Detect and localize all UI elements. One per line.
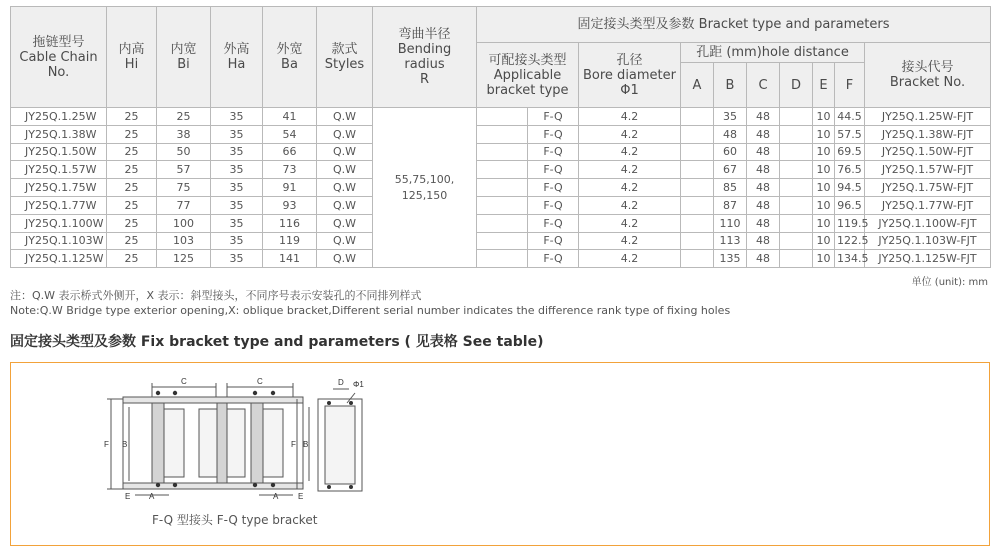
cell-c: 48	[747, 196, 780, 214]
cell-e: 10	[813, 125, 835, 143]
label-d: D	[338, 378, 344, 387]
cell-hi: 25	[107, 214, 157, 232]
cell-style: Q.W	[317, 196, 373, 214]
cell-b: 110	[714, 214, 747, 232]
cell-hi: 25	[107, 250, 157, 268]
section-title: 固定接头类型及参数 Fix bracket type and parameters ( 见表格 See table)	[10, 334, 544, 350]
end-hole-2	[349, 401, 353, 405]
bottom-rail-shape	[123, 483, 303, 489]
cell-bore: 4.2	[579, 232, 681, 250]
header-col-e: E	[813, 63, 835, 108]
cell-bore: 4.2	[579, 196, 681, 214]
cell-f: 44.5	[835, 108, 865, 126]
cell-bi: 25	[157, 108, 211, 126]
top-rail-shape	[123, 397, 303, 403]
cell-hi: 25	[107, 161, 157, 179]
unit-label: 单位 (unit): mm	[911, 277, 988, 288]
cell-bracket-type: F-Q	[528, 143, 579, 161]
header-bracket-group: 固定接头类型及参数 Bracket type and parameters	[477, 7, 991, 43]
cell-ba: 141	[263, 250, 317, 268]
header-applicable: 可配接头类型 Applicable bracket type	[477, 43, 579, 108]
cell-d	[780, 143, 813, 161]
cell-b: 113	[714, 232, 747, 250]
cell-d	[780, 214, 813, 232]
header-hi: 内高 Hi	[107, 7, 157, 108]
cell-d	[780, 196, 813, 214]
cell-bracket-no: JY25Q.1.57W-FJT	[865, 161, 991, 179]
cell-hi: 25	[107, 125, 157, 143]
label-f-right: F	[291, 440, 296, 449]
cell-bracket-no: JY25Q.1.103W-FJT	[865, 232, 991, 250]
cell-d	[780, 108, 813, 126]
cell-bi: 57	[157, 161, 211, 179]
cell-model: JY25Q.1.125W	[11, 250, 107, 268]
cell-style: Q.W	[317, 125, 373, 143]
header-col-a: A	[681, 63, 714, 108]
cell-ha: 35	[211, 143, 263, 161]
cell-ba: 93	[263, 196, 317, 214]
cell-ha: 35	[211, 196, 263, 214]
cell-bi: 125	[157, 250, 211, 268]
label-e-right: E	[298, 492, 304, 501]
cell-c: 48	[747, 214, 780, 232]
cell-bore: 4.2	[579, 179, 681, 197]
cell-style: Q.W	[317, 108, 373, 126]
cell-bore: 4.2	[579, 214, 681, 232]
cell-hi: 25	[107, 196, 157, 214]
cell-b: 85	[714, 179, 747, 197]
cell-bore: 4.2	[579, 250, 681, 268]
cell-a	[681, 214, 714, 232]
cell-bore: 4.2	[579, 108, 681, 126]
cell-style: Q.W	[317, 214, 373, 232]
cell-model: JY25Q.1.103W	[11, 232, 107, 250]
cell-b: 135	[714, 250, 747, 268]
hole-marker-top-3	[253, 391, 257, 395]
cell-model: JY25Q.1.77W	[11, 196, 107, 214]
cell-c: 48	[747, 232, 780, 250]
cell-ba: 119	[263, 232, 317, 250]
cell-b: 35	[714, 108, 747, 126]
cell-f: 76.5	[835, 161, 865, 179]
cell-b: 60	[714, 143, 747, 161]
hole-marker-bottom-1	[156, 483, 160, 487]
cell-ba: 41	[263, 108, 317, 126]
cell-bi: 50	[157, 143, 211, 161]
label-b-left: B	[122, 440, 128, 449]
cell-e: 10	[813, 250, 835, 268]
cell-hi: 25	[107, 143, 157, 161]
cell-bracket-type: F-Q	[528, 214, 579, 232]
cell-f: 94.5	[835, 179, 865, 197]
cell-bracket-type: F-Q	[528, 161, 579, 179]
cell-applicable-blank	[477, 232, 528, 250]
cell-ha: 35	[211, 108, 263, 126]
cell-f: 57.5	[835, 125, 865, 143]
cell-e: 10	[813, 108, 835, 126]
table-row	[11, 125, 991, 143]
cell-a	[681, 179, 714, 197]
cell-d	[780, 250, 813, 268]
cell-model: JY25Q.1.57W	[11, 161, 107, 179]
cell-model: JY25Q.1.38W	[11, 125, 107, 143]
header-ha: 外高 Ha	[211, 7, 263, 108]
cell-applicable-blank	[477, 161, 528, 179]
cell-applicable-blank	[477, 108, 528, 126]
cell-d	[780, 232, 813, 250]
table-row	[11, 143, 991, 161]
middle-plate-shape	[217, 403, 227, 483]
cell-ha: 35	[211, 232, 263, 250]
cell-e: 10	[813, 232, 835, 250]
header-hole-distance: 孔距 (mm)hole distance	[681, 43, 865, 63]
cell-bore: 4.2	[579, 143, 681, 161]
cell-c: 48	[747, 108, 780, 126]
cell-bracket-no: JY25Q.1.38W-FJT	[865, 125, 991, 143]
cell-bi: 77	[157, 196, 211, 214]
cell-ha: 35	[211, 214, 263, 232]
cell-model: JY25Q.1.75W	[11, 179, 107, 197]
label-phi: Φ1	[353, 380, 364, 389]
spec-table	[10, 6, 991, 268]
label-c-right: C	[257, 377, 263, 386]
cell-a	[681, 250, 714, 268]
cell-model: JY25Q.1.100W	[11, 214, 107, 232]
cell-bracket-type: F-Q	[528, 250, 579, 268]
cell-a	[681, 232, 714, 250]
cell-ba: 116	[263, 214, 317, 232]
cell-f: 134.5	[835, 250, 865, 268]
right-bracket-shape	[251, 403, 263, 483]
cell-bi: 103	[157, 232, 211, 250]
cell-style: Q.W	[317, 143, 373, 161]
cell-e: 10	[813, 214, 835, 232]
cell-applicable-blank	[477, 179, 528, 197]
cell-applicable-blank	[477, 143, 528, 161]
cell-hi: 25	[107, 232, 157, 250]
cell-a	[681, 143, 714, 161]
cell-bracket-type: F-Q	[528, 196, 579, 214]
end-hole-1	[327, 401, 331, 405]
cell-e: 10	[813, 161, 835, 179]
cell-b: 67	[714, 161, 747, 179]
cell-style: Q.W	[317, 232, 373, 250]
hole-marker-bottom-2	[173, 483, 177, 487]
cell-a	[681, 196, 714, 214]
end-hole-4	[349, 485, 353, 489]
cell-c: 48	[747, 250, 780, 268]
hole-marker-bottom-3	[253, 483, 257, 487]
cell-e: 10	[813, 196, 835, 214]
cell-applicable-blank	[477, 125, 528, 143]
cell-c: 48	[747, 179, 780, 197]
cell-bracket-type: F-Q	[528, 179, 579, 197]
left-bracket-shape	[152, 403, 164, 483]
diagram-caption: F-Q 型接头 F-Q type bracket	[152, 513, 318, 527]
end-hole-3	[327, 485, 331, 489]
cell-hi: 25	[107, 108, 157, 126]
cell-e: 10	[813, 179, 835, 197]
header-col-b: B	[714, 63, 747, 108]
cell-bi: 38	[157, 125, 211, 143]
bracket-diagram-box	[10, 362, 990, 546]
cell-ha: 35	[211, 179, 263, 197]
header-cable-chain: 拖链型号 Cable Chain No.	[11, 7, 107, 108]
cell-bore: 4.2	[579, 125, 681, 143]
header-col-c: C	[747, 63, 780, 108]
table-row	[11, 232, 991, 250]
cell-ha: 35	[211, 161, 263, 179]
cell-bi: 75	[157, 179, 211, 197]
hole-marker-bottom-4	[271, 483, 275, 487]
table-row	[11, 250, 991, 268]
header-radius: 弯曲半径 Bending radius R	[373, 7, 477, 108]
cell-f: 119.5	[835, 214, 865, 232]
header-bore: 孔径 Bore diameter Φ1	[579, 43, 681, 108]
cell-ba: 91	[263, 179, 317, 197]
cell-d	[780, 161, 813, 179]
cell-ha: 35	[211, 250, 263, 268]
label-f-left: F	[104, 440, 109, 449]
cell-c: 48	[747, 143, 780, 161]
cell-bracket-no: JY25Q.1.100W-FJT	[865, 214, 991, 232]
hole-marker-top-4	[271, 391, 275, 395]
cell-e: 10	[813, 143, 835, 161]
table-row	[11, 161, 991, 179]
cell-d	[780, 179, 813, 197]
table-row	[11, 179, 991, 197]
cell-style: Q.W	[317, 179, 373, 197]
table-row	[11, 196, 991, 214]
cell-bracket-no: JY25Q.1.50W-FJT	[865, 143, 991, 161]
cell-bracket-type: F-Q	[528, 125, 579, 143]
note-chinese: 注：Q.W 表示桥式外侧开，X 表示：斜型接头，不同序号表示安装孔的不同排列样式	[10, 289, 422, 302]
end-view-inner-shape	[325, 406, 355, 484]
note-english: Note:Q.W Bridge type exterior opening,X: oblique bracket,Different serial number indicates the difference rank type of fixing holes	[10, 304, 731, 317]
header-ba: 外宽 Ba	[263, 7, 317, 108]
header-col-f: F	[835, 63, 865, 108]
label-c-left: C	[181, 377, 187, 386]
cell-c: 48	[747, 161, 780, 179]
cell-hi: 25	[107, 179, 157, 197]
table-row	[11, 214, 991, 232]
cell-bracket-no: JY25Q.1.125W-FJT	[865, 250, 991, 268]
cell-f: 96.5	[835, 196, 865, 214]
cell-bracket-no: JY25Q.1.25W-FJT	[865, 108, 991, 126]
cell-f: 69.5	[835, 143, 865, 161]
hole-marker-top-2	[173, 391, 177, 395]
table-row	[11, 108, 991, 126]
cell-bore: 4.2	[579, 161, 681, 179]
label-e-left: E	[125, 492, 131, 501]
cell-applicable-blank	[477, 214, 528, 232]
cell-c: 48	[747, 125, 780, 143]
label-a-right: A	[273, 492, 279, 501]
middle-link-right-shape	[227, 409, 245, 477]
cell-style: Q.W	[317, 250, 373, 268]
cell-bracket-no: JY25Q.1.75W-FJT	[865, 179, 991, 197]
middle-link-left-shape	[199, 409, 217, 477]
cell-ba: 54	[263, 125, 317, 143]
cell-a	[681, 125, 714, 143]
header-styles: 款式 Styles	[317, 7, 373, 108]
cell-bi: 100	[157, 214, 211, 232]
left-link-shape	[164, 409, 184, 477]
cell-ba: 66	[263, 143, 317, 161]
cell-model: JY25Q.1.25W	[11, 108, 107, 126]
cell-d	[780, 125, 813, 143]
cell-f: 122.5	[835, 232, 865, 250]
cell-bracket-type: F-Q	[528, 232, 579, 250]
cell-b: 87	[714, 196, 747, 214]
header-bracket-no: 接头代号 Bracket No.	[865, 43, 991, 108]
cell-bending-radius: 55,75,100, 125,150	[373, 108, 477, 268]
cell-a	[681, 161, 714, 179]
cell-bracket-type: F-Q	[528, 108, 579, 126]
cell-applicable-blank	[477, 250, 528, 268]
right-link-shape	[263, 409, 283, 477]
hole-marker-top-1	[156, 391, 160, 395]
header-bi: 内宽 Bi	[157, 7, 211, 108]
cell-model: JY25Q.1.50W	[11, 143, 107, 161]
cell-ha: 35	[211, 125, 263, 143]
label-a-left: A	[149, 492, 155, 501]
cell-ba: 73	[263, 161, 317, 179]
header-col-d: D	[780, 63, 813, 108]
label-b-right: B	[303, 440, 309, 449]
cell-b: 48	[714, 125, 747, 143]
cell-a	[681, 108, 714, 126]
cell-bracket-no: JY25Q.1.77W-FJT	[865, 196, 991, 214]
cell-style: Q.W	[317, 161, 373, 179]
cell-applicable-blank	[477, 196, 528, 214]
